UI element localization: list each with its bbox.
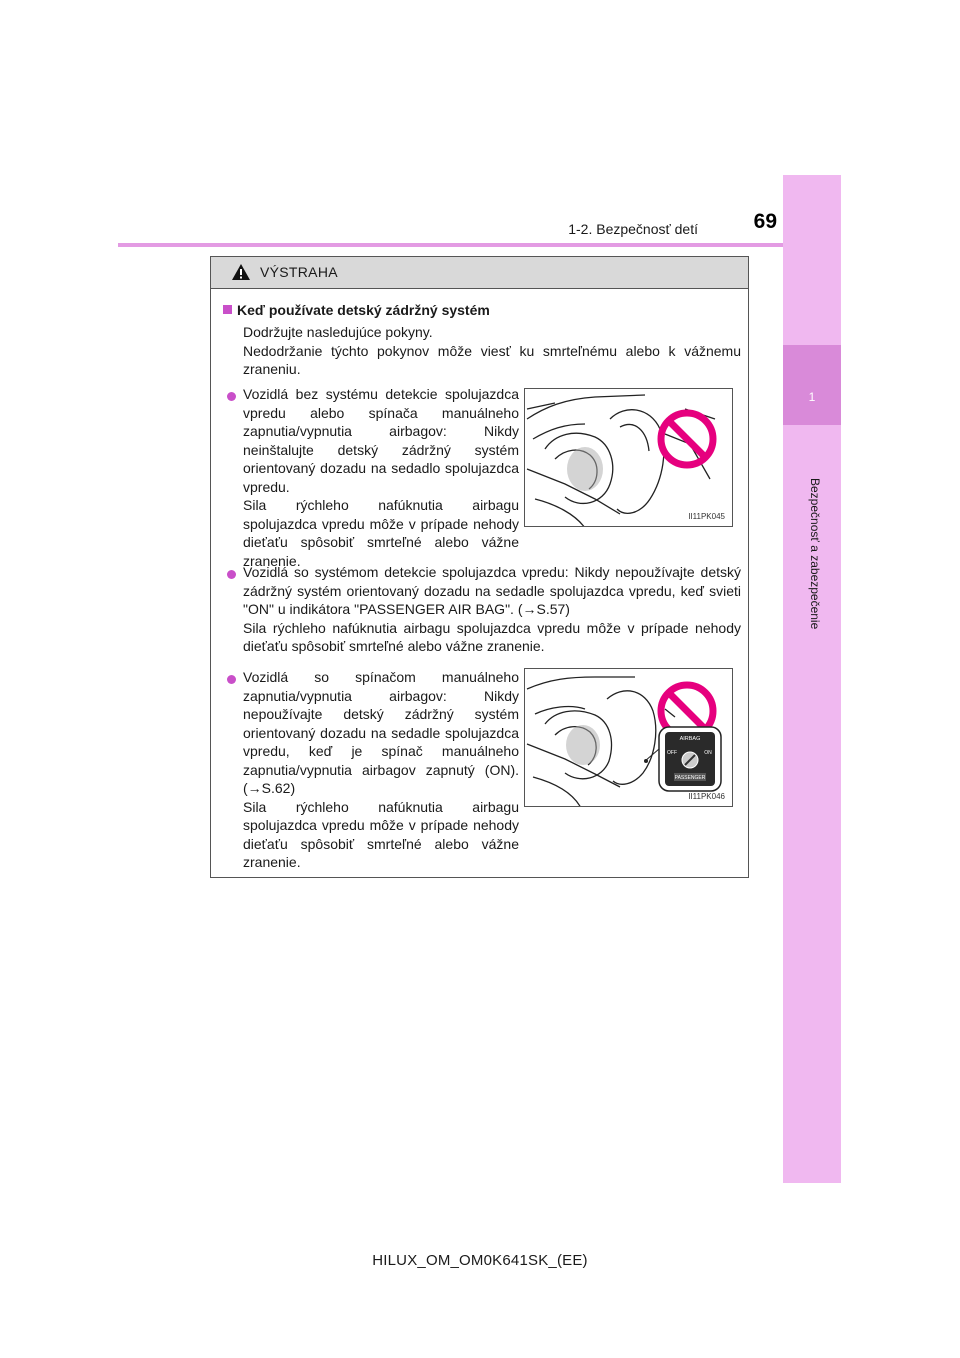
- figure-code: II11PK046: [688, 792, 725, 801]
- side-tab-number: 1: [808, 390, 816, 404]
- airbag-illustration-2: [525, 669, 733, 807]
- bullet-dot-icon: [227, 570, 236, 579]
- document-code-footer: HILUX_OM_OM0K641SK_(EE): [372, 1252, 588, 1269]
- side-tab-number-bg: [783, 345, 841, 425]
- warning-item-3: Vozidlá so spínačom manuálneho zapnutia/vypnutia airbagov: Nikdy nepoužívajte detský zádržný systém orientovaný dozadu na sedadle spolujazdca vpredu, keď je spínač manuálneho zapnutia/vypnutia airbagov zapnutý (ON). (→S.62) Sila rýchleho nafúknutia airbagu spolujazdca vpredu môže v prípade nehody dieťaťu spôsobiť smrteľné alebo vážne zranenie.: [243, 669, 519, 870]
- warning-title: VÝSTRAHA: [260, 264, 338, 280]
- warning-heading: [223, 302, 490, 318]
- side-tab-label: Bezpečnosť a zabezpečenie: [808, 478, 822, 630]
- switch-label-off: OFF: [667, 750, 677, 756]
- page-number: 69: [753, 210, 777, 233]
- bullet-dot-icon: [227, 392, 236, 401]
- warning-heading-text: Keď používate detský zádržný systém: [237, 302, 490, 318]
- figure-airbag-switch: [524, 668, 733, 807]
- side-tab: [783, 175, 841, 1183]
- figure-rear-facing-seat-airbag: [524, 388, 733, 527]
- warning-intro: Dodržujte nasledujúce pokyny. Nedodržanie týchto pokynov môže viesť ku smrteľnému alebo k vážnemu zraneniu.: [243, 324, 741, 377]
- warning-item-1: Vozidlá bez systému detekcie spolujazdca vpredu alebo spínača manuálneho zapnutia/vypnutia airbagov: Nikdy neinštalujte detský zádržný systém orientovaný dozadu na sedadlo spolujazdca vpredu. Sila rýchleho nafúknutia airbagu spolujazdca vpredu môže v prípade nehody dieťaťu spôsobiť smrteľné alebo vážne zranenie.: [243, 386, 519, 569]
- warning-header: [211, 257, 748, 289]
- switch-label-on: ON: [704, 750, 712, 756]
- header-divider: [118, 243, 783, 247]
- warning-box: [210, 256, 749, 878]
- section-title: 1-2. Bezpečnosť detí: [568, 221, 698, 237]
- figure-code: II11PK045: [688, 512, 725, 521]
- switch-label-passenger: PASSENGER: [674, 775, 706, 781]
- warning-icon: [231, 263, 251, 281]
- warning-item-2: Vozidlá so systémom detekcie spolujazdca vpredu: Nikdy nepoužívajte detský zádržný systém orientovaný dozadu na sedadle spolujazdca vpredu, keď svieti "ON" u indikátora "PASSENGER AIR BAG". (→S.57) Sila rýchleho nafúknutia airbagu spolujazdca vpredu môže v prípade nehody dieťaťu spôsobiť smrteľné alebo vážne zranenie.: [243, 564, 741, 654]
- square-bullet-icon: [223, 305, 232, 314]
- switch-label-airbag: AIRBAG: [679, 736, 701, 742]
- airbag-illustration-1: [525, 389, 733, 527]
- bullet-dot-icon: [227, 675, 236, 684]
